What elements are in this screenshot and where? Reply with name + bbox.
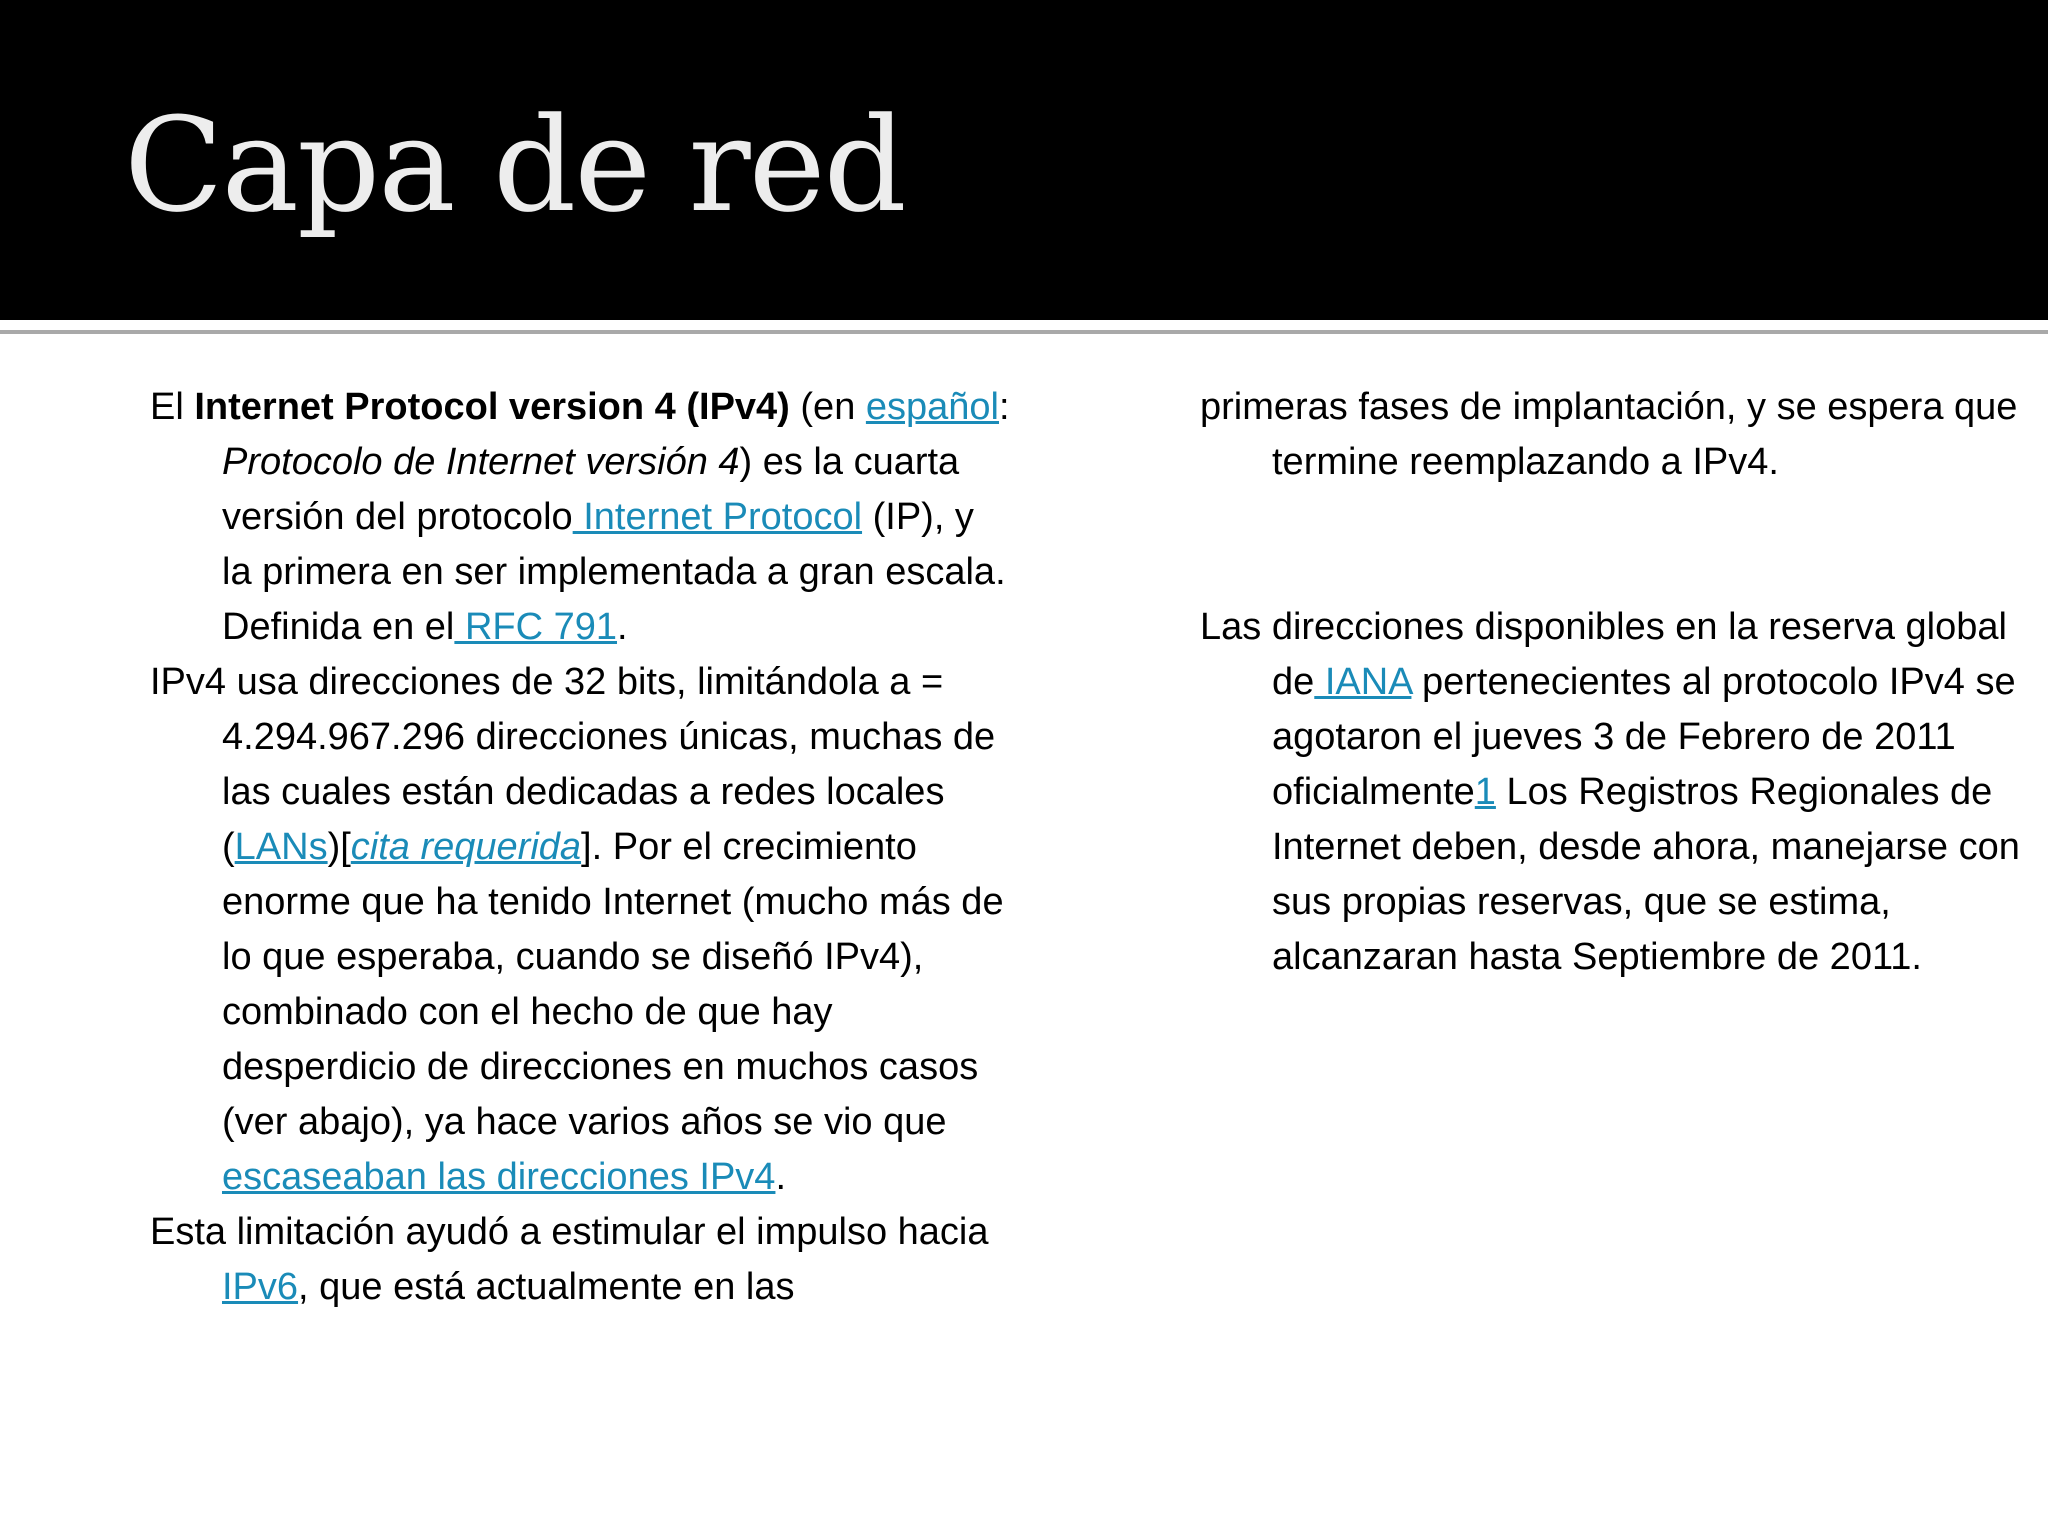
text-run: IPv4 usa direcciones de 32 bits, limitándola a = 4.294.967.296 direcciones únicas, muchas de las cuales están dedicadas a redes locales ( bbox=[150, 661, 996, 868]
text-run: (IP), y la primera en ser implementada a gran escala. Definida en el bbox=[222, 496, 1006, 648]
text-run: Esta limitación ayudó a estimular el impulso hacia bbox=[150, 1211, 989, 1253]
text-run: . bbox=[617, 606, 628, 648]
link-lans[interactable]: LANs bbox=[234, 826, 328, 868]
link-espanol[interactable]: español bbox=[865, 386, 1000, 428]
iana-paragraph bbox=[1200, 600, 2045, 985]
slide-header bbox=[0, 0, 2048, 320]
text-run: )[ bbox=[327, 826, 351, 868]
text-run: El bbox=[150, 386, 195, 428]
link-escaseaban-direcciones[interactable]: escaseaban las direcciones IPv4 bbox=[222, 1156, 776, 1198]
text-run: (en bbox=[789, 386, 866, 428]
slide-title: Capa de red bbox=[124, 89, 905, 241]
text-run: pertenecientes al protocolo IPv4 se agotaron el jueves 3 de Febrero de 2011 oficialmente bbox=[1272, 661, 2016, 813]
text-run: . bbox=[775, 1156, 786, 1198]
ipv4-term: Internet Protocol version 4 (IPv4) bbox=[194, 386, 790, 428]
link-rfc-791[interactable]: RFC 791 bbox=[454, 606, 618, 648]
text-run: , que está actualmente en las bbox=[298, 1266, 795, 1308]
link-footnote-1[interactable]: 1 bbox=[1474, 771, 1496, 813]
text-run: : bbox=[999, 386, 1010, 428]
text-run: ]. Por el crecimiento enorme que ha tenido Internet (mucho más de lo que esperaba, cuando se diseñó IPv4), combinado con el hecho de que hay desperdicio de direcciones en muchos casos (ver abajo), ya hace varios años se vio que bbox=[222, 826, 1004, 1143]
text-run: Los Registros Regionales de Internet deben, desde ahora, manejarse con sus propias reservas, que se estima, alcanzaran hasta Septiembre de 2011. bbox=[1272, 771, 2020, 978]
text-run: primeras fases de implantación, y se espera que termine reemplazando a IPv4. bbox=[1200, 386, 2018, 483]
left-column bbox=[150, 380, 1010, 1315]
link-iana[interactable]: IANA bbox=[1314, 661, 1412, 703]
link-ipv6[interactable]: IPv6 bbox=[222, 1266, 299, 1308]
link-internet-protocol[interactable]: Internet Protocol bbox=[572, 496, 863, 538]
ipv6-continuation-paragraph bbox=[1200, 380, 2045, 490]
ipv4-addresses-paragraph bbox=[150, 655, 1010, 1205]
text-run: ) es la cuarta versión del protocolo bbox=[222, 441, 960, 538]
text-run: Las direcciones disponibles en la reserva global de bbox=[1200, 606, 2007, 703]
header-divider bbox=[0, 330, 2048, 334]
ipv6-paragraph bbox=[150, 1205, 1010, 1315]
right-column bbox=[1200, 380, 2045, 985]
ipv4-intro-paragraph bbox=[150, 380, 1010, 655]
ipv4-spanish-name: Protocolo de Internet versión 4 bbox=[222, 441, 740, 483]
link-cita-requerida[interactable]: cita requerida bbox=[350, 826, 582, 868]
